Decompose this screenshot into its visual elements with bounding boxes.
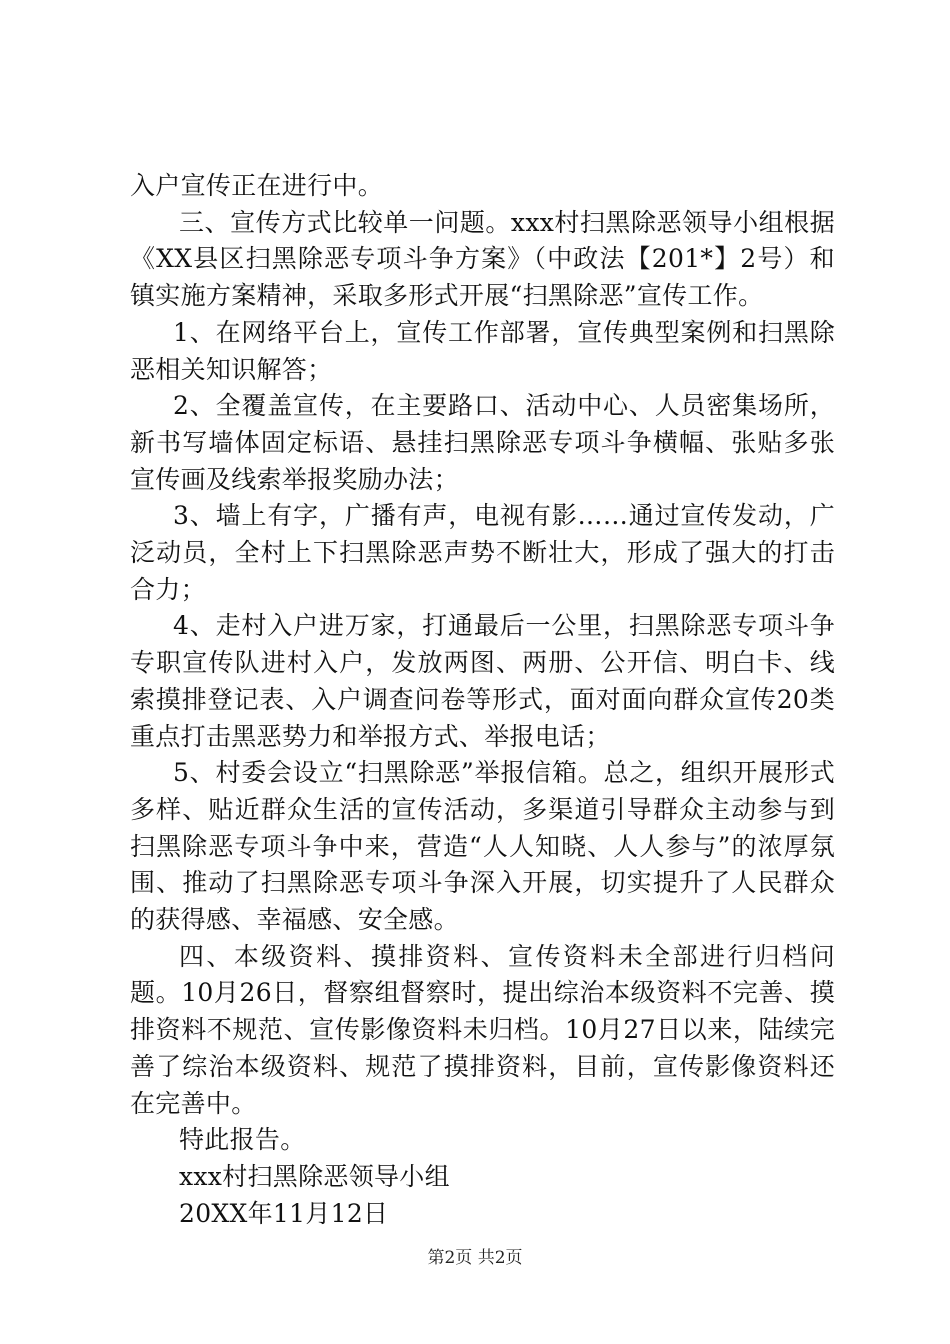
paragraph-item-3: 3、墙上有字，广播有声，电视有影……通过宣传发动，广泛动员，全村上下扫黑除恶声势不断壮大，形成了强大的打击合力； [130, 501, 835, 604]
paragraph-section-four: 四、本级资料、摸排资料、宣传资料未全部进行归档问题。10月26日，督察组督察时，提出综治本级资料不完善、摸排资料不规范、宣传影像资料未归档。10月27日以来，陆续完善了综治本级资料、规范了摸排资料，目前，宣传影像资料还在完善中。 [130, 941, 835, 1118]
paragraph-item-2: 2、全覆盖宣传，在主要路口、活动中心、人员密集场所，新书写墙体固定标语、悬挂扫黑除恶专项斗争横幅、张贴多张宣传画及线索举报奖励办法； [130, 391, 835, 494]
closing-statement: 特此报告。 [179, 1125, 306, 1155]
page-number-footer: 第2页 共2页 [427, 1248, 523, 1268]
paragraph-continuation: 入户宣传正在进行中。 [130, 171, 384, 200]
signature-date: 20XX年11月12日 [179, 1198, 389, 1228]
paragraph-section-three: 三、宣传方式比较单一问题。xxx村扫黑除恶领导小组根据《XX县区扫黑除恶专项斗争方案》（中政法【201*】2号）和镇实施方案精神，采取多形式开展“扫黑除恶”宣传工作。 [130, 207, 835, 311]
paragraph-item-4: 4、走村入户进万家，打通最后一公里，扫黑除恶专项斗争专职宣传队进村入户，发放两图、两册、公开信、明白卡、线索摸排登记表、入户调查问卷等形式，面对面向群众宣传20类重点打击黑恶势力和举报方式、举报电话； [130, 611, 835, 751]
paragraph-item-5: 5、村委会设立“扫黑除恶”举报信箱。总之，组织开展形式多样、贴近群众生活的宣传活动，多渠道引导群众主动参与到扫黑除恶专项斗争中来，营造“人人知晓、人人参与”的浓厚氛围、推动了扫黑除恶专项斗争深入开展，切实提升了人民群众的获得感、幸福感、安全感。 [130, 758, 835, 935]
signature-org: xxx村扫黑除恶领导小组 [179, 1161, 450, 1191]
paragraph-item-1: 1、在网络平台上，宣传工作部署，宣传典型案例和扫黑除恶相关知识解答； [130, 317, 835, 384]
document-body [130, 168, 835, 1232]
